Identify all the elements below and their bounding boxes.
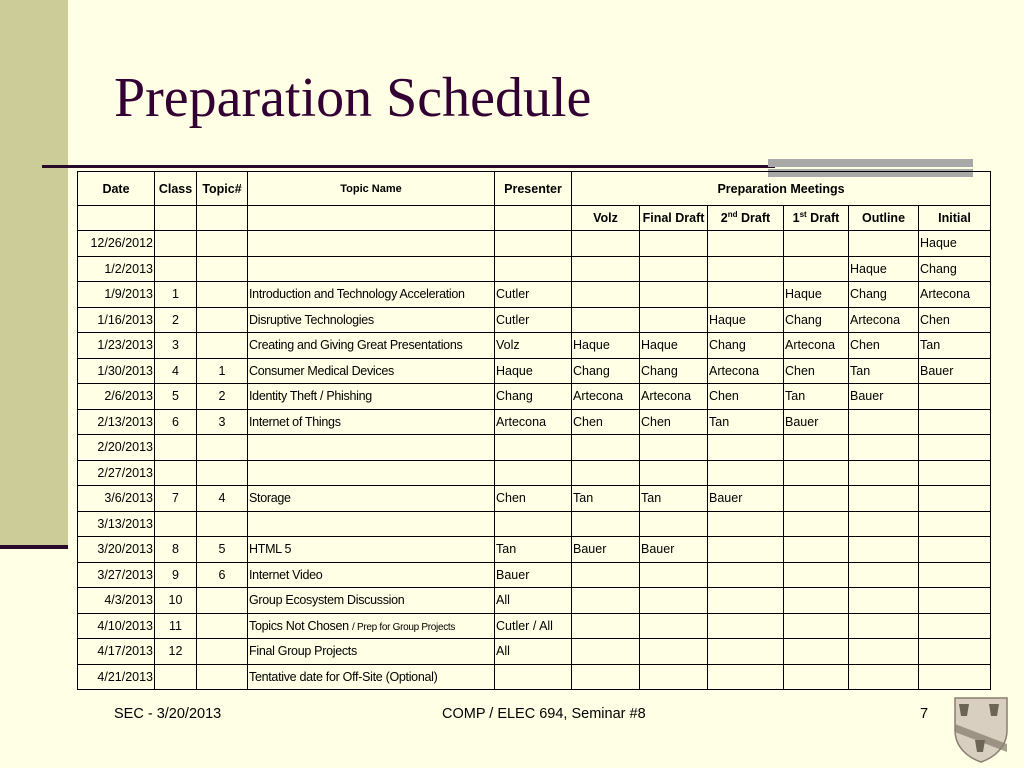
cell-class: [155, 256, 197, 282]
cell-topic-name: Consumer Medical Devices: [248, 358, 495, 384]
cell-topic-num: 6: [197, 562, 248, 588]
cell-initial: [919, 664, 991, 690]
slide-sidebar-band: [0, 0, 68, 545]
cell-presenter: Cutler: [495, 307, 572, 333]
footer-date: SEC - 3/20/2013: [114, 706, 222, 722]
cell-final-draft: [640, 511, 708, 537]
cell-first-draft: [784, 460, 849, 486]
table-subheader-row: [78, 206, 991, 231]
cell-second-draft: [708, 562, 784, 588]
cell-second-draft: [708, 588, 784, 614]
cell-volz: Chang: [572, 358, 640, 384]
cell-class: 5: [155, 384, 197, 410]
cell-date: 2/6/2013: [78, 384, 155, 410]
cell-outline: Tan: [849, 358, 919, 384]
cell-final-draft: Bauer: [640, 537, 708, 563]
header-presenter: Presenter: [495, 172, 572, 206]
table-row: [78, 435, 991, 461]
cell-presenter: [495, 460, 572, 486]
cell-outline: Artecona: [849, 307, 919, 333]
cell-date: 1/30/2013: [78, 358, 155, 384]
cell-class: 4: [155, 358, 197, 384]
cell-first-draft: [784, 639, 849, 665]
cell-second-draft: [708, 613, 784, 639]
cell-final-draft: Chen: [640, 409, 708, 435]
cell-second-draft: [708, 537, 784, 563]
cell-date: 4/10/2013: [78, 613, 155, 639]
cell-final-draft: Haque: [640, 333, 708, 359]
cell-final-draft: [640, 307, 708, 333]
cell-date: 1/16/2013: [78, 307, 155, 333]
cell-second-draft: [708, 282, 784, 308]
cell-topic-name: Internet of Things: [248, 409, 495, 435]
cell-class: [155, 664, 197, 690]
subheader-first-draft: 1st Draft: [784, 206, 849, 231]
cell-topic-num: [197, 256, 248, 282]
cell-final-draft: [640, 435, 708, 461]
cell-outline: [849, 537, 919, 563]
table-row: [78, 511, 991, 537]
cell-volz: Bauer: [572, 537, 640, 563]
cell-second-draft: [708, 231, 784, 257]
cell-second-draft: [708, 460, 784, 486]
cell-first-draft: [784, 486, 849, 512]
cell-presenter: Tan: [495, 537, 572, 563]
cell-outline: Haque: [849, 256, 919, 282]
cell-initial: [919, 588, 991, 614]
subheader-initial: Initial: [919, 206, 991, 231]
cell-topic-name: Introduction and Technology Acceleration: [248, 282, 495, 308]
cell-initial: [919, 511, 991, 537]
cell-class: 3: [155, 333, 197, 359]
cell-topic-name: Tentative date for Off-Site (Optional): [248, 664, 495, 690]
cell-second-draft: [708, 435, 784, 461]
footer-course: COMP / ELEC 694, Seminar #8: [442, 706, 646, 722]
cell-presenter: Chen: [495, 486, 572, 512]
subheader-second-draft: 2nd Draft: [708, 206, 784, 231]
cell-topic-num: [197, 231, 248, 257]
cell-final-draft: Tan: [640, 486, 708, 512]
table-row: [78, 486, 991, 512]
cell-date: 1/9/2013: [78, 282, 155, 308]
cell-class: 1: [155, 282, 197, 308]
subheader-final-draft: Final Draft: [640, 206, 708, 231]
cell-date: 3/20/2013: [78, 537, 155, 563]
cell-date: 3/6/2013: [78, 486, 155, 512]
cell-presenter: All: [495, 588, 572, 614]
cell-outline: [849, 613, 919, 639]
cell-topic-num: [197, 460, 248, 486]
cell-outline: [849, 664, 919, 690]
cell-volz: [572, 435, 640, 461]
cell-date: 2/20/2013: [78, 435, 155, 461]
cell-date: 12/26/2012: [78, 231, 155, 257]
cell-class: [155, 231, 197, 257]
cell-outline: Chang: [849, 282, 919, 308]
table-row: [78, 256, 991, 282]
cell-initial: [919, 537, 991, 563]
cell-outline: [849, 231, 919, 257]
cell-class: [155, 511, 197, 537]
cell-presenter: Haque: [495, 358, 572, 384]
table-row: [78, 231, 991, 257]
cell-second-draft: [708, 256, 784, 282]
cell-first-draft: [784, 537, 849, 563]
cell-presenter: [495, 511, 572, 537]
cell-presenter: [495, 664, 572, 690]
cell-final-draft: [640, 562, 708, 588]
cell-date: 2/27/2013: [78, 460, 155, 486]
table-row: [78, 307, 991, 333]
cell-initial: [919, 435, 991, 461]
cell-class: [155, 460, 197, 486]
cell-topic-name: Storage: [248, 486, 495, 512]
cell-first-draft: [784, 562, 849, 588]
title-rule: [42, 165, 775, 168]
cell-first-draft: Bauer: [784, 409, 849, 435]
title-rule-accent-top: [768, 159, 973, 167]
cell-first-draft: [784, 435, 849, 461]
cell-initial: Haque: [919, 231, 991, 257]
cell-initial: Chen: [919, 307, 991, 333]
cell-date: 1/2/2013: [78, 256, 155, 282]
cell-topic-num: [197, 588, 248, 614]
cell-topic-name: [248, 511, 495, 537]
cell-topic-num: [197, 307, 248, 333]
cell-date: 4/3/2013: [78, 588, 155, 614]
cell-presenter: Bauer: [495, 562, 572, 588]
header-date: Date: [78, 172, 155, 206]
table-row: [78, 613, 991, 639]
cell-volz: [572, 256, 640, 282]
cell-final-draft: Artecona: [640, 384, 708, 410]
cell-final-draft: Chang: [640, 358, 708, 384]
table-row: [78, 409, 991, 435]
cell-final-draft: [640, 282, 708, 308]
cell-class: 10: [155, 588, 197, 614]
cell-second-draft: Bauer: [708, 486, 784, 512]
cell-topic-num: [197, 664, 248, 690]
cell-class: 7: [155, 486, 197, 512]
cell-presenter: [495, 435, 572, 461]
cell-initial: [919, 613, 991, 639]
cell-first-draft: Chen: [784, 358, 849, 384]
cell-outline: [849, 639, 919, 665]
cell-presenter: Artecona: [495, 409, 572, 435]
cell-volz: Artecona: [572, 384, 640, 410]
table-row: [78, 384, 991, 410]
cell-volz: [572, 613, 640, 639]
cell-class: 12: [155, 639, 197, 665]
cell-second-draft: Chen: [708, 384, 784, 410]
cell-initial: Tan: [919, 333, 991, 359]
cell-second-draft: Haque: [708, 307, 784, 333]
cell-presenter: Volz: [495, 333, 572, 359]
cell-first-draft: Artecona: [784, 333, 849, 359]
cell-second-draft: [708, 511, 784, 537]
header-prep-meetings: Preparation Meetings: [572, 172, 991, 206]
cell-topic-num: 3: [197, 409, 248, 435]
cell-first-draft: [784, 664, 849, 690]
cell-outline: [849, 409, 919, 435]
cell-outline: Bauer: [849, 384, 919, 410]
cell-topic-name: HTML 5: [248, 537, 495, 563]
cell-second-draft: Chang: [708, 333, 784, 359]
cell-topic-name: Topics Not Chosen / Prep for Group Projects: [248, 613, 495, 639]
cell-outline: [849, 435, 919, 461]
cell-volz: [572, 639, 640, 665]
cell-presenter: Cutler: [495, 282, 572, 308]
cell-volz: Tan: [572, 486, 640, 512]
cell-second-draft: Tan: [708, 409, 784, 435]
cell-volz: Chen: [572, 409, 640, 435]
cell-initial: Chang: [919, 256, 991, 282]
cell-topic-name: [248, 231, 495, 257]
cell-initial: [919, 486, 991, 512]
cell-volz: [572, 511, 640, 537]
cell-outline: [849, 562, 919, 588]
cell-presenter: [495, 231, 572, 257]
cell-second-draft: [708, 664, 784, 690]
cell-final-draft: [640, 613, 708, 639]
cell-final-draft: [640, 231, 708, 257]
cell-outline: [849, 588, 919, 614]
cell-class: 9: [155, 562, 197, 588]
table-row: [78, 358, 991, 384]
cell-topic-name: Group Ecosystem Discussion: [248, 588, 495, 614]
cell-topic-name: Internet Video: [248, 562, 495, 588]
cell-initial: [919, 460, 991, 486]
cell-topic-num: [197, 613, 248, 639]
cell-outline: [849, 511, 919, 537]
sidebar-divider: [0, 545, 68, 549]
cell-presenter: Cutler / All: [495, 613, 572, 639]
cell-topic-num: [197, 333, 248, 359]
cell-presenter: All: [495, 639, 572, 665]
cell-second-draft: [708, 639, 784, 665]
cell-topic-num: [197, 511, 248, 537]
cell-topic-name: [248, 460, 495, 486]
cell-class: 2: [155, 307, 197, 333]
cell-presenter: [495, 256, 572, 282]
cell-topic-num: [197, 435, 248, 461]
cell-initial: Bauer: [919, 358, 991, 384]
cell-class: 8: [155, 537, 197, 563]
cell-first-draft: Haque: [784, 282, 849, 308]
cell-volz: [572, 231, 640, 257]
cell-presenter: Chang: [495, 384, 572, 410]
cell-outline: [849, 486, 919, 512]
table-header-row: [78, 172, 991, 206]
cell-initial: [919, 409, 991, 435]
cell-volz: [572, 460, 640, 486]
cell-initial: Artecona: [919, 282, 991, 308]
cell-topic-name: Creating and Giving Great Presentations: [248, 333, 495, 359]
subheader-volz: Volz: [572, 206, 640, 231]
cell-first-draft: [784, 231, 849, 257]
table-row: [78, 664, 991, 690]
cell-initial: [919, 384, 991, 410]
cell-volz: [572, 562, 640, 588]
cell-class: [155, 435, 197, 461]
footer-page-number: 7: [920, 706, 929, 722]
table-row: [78, 537, 991, 563]
cell-topic-num: 2: [197, 384, 248, 410]
cell-topic-num: [197, 639, 248, 665]
table-row: [78, 282, 991, 308]
header-topic-name: Topic Name: [248, 172, 495, 206]
cell-topic-num: 1: [197, 358, 248, 384]
cell-date: 1/23/2013: [78, 333, 155, 359]
cell-first-draft: [784, 256, 849, 282]
cell-first-draft: [784, 613, 849, 639]
cell-date: 4/21/2013: [78, 664, 155, 690]
cell-final-draft: [640, 256, 708, 282]
cell-date: 2/13/2013: [78, 409, 155, 435]
header-class: Class: [155, 172, 197, 206]
cell-volz: [572, 282, 640, 308]
cell-outline: [849, 460, 919, 486]
cell-final-draft: [640, 460, 708, 486]
cell-topic-name: Disruptive Technologies: [248, 307, 495, 333]
cell-first-draft: Tan: [784, 384, 849, 410]
cell-volz: Haque: [572, 333, 640, 359]
cell-date: 4/17/2013: [78, 639, 155, 665]
cell-first-draft: [784, 588, 849, 614]
cell-topic-num: 5: [197, 537, 248, 563]
header-topic-num: Topic#: [197, 172, 248, 206]
table-row: [78, 333, 991, 359]
subheader-outline: Outline: [849, 206, 919, 231]
cell-date: 3/13/2013: [78, 511, 155, 537]
cell-topic-name: [248, 435, 495, 461]
cell-outline: Chen: [849, 333, 919, 359]
cell-topic-num: 4: [197, 486, 248, 512]
table-row: [78, 460, 991, 486]
shield-logo-icon: [951, 694, 1011, 764]
cell-initial: [919, 639, 991, 665]
cell-topic-name: [248, 256, 495, 282]
cell-date: 3/27/2013: [78, 562, 155, 588]
cell-topic-name: Final Group Projects: [248, 639, 495, 665]
cell-final-draft: [640, 639, 708, 665]
cell-topic-name: Identity Theft / Phishing: [248, 384, 495, 410]
table-row: [78, 639, 991, 665]
slide-title: Preparation Schedule: [114, 67, 592, 129]
cell-initial: [919, 562, 991, 588]
schedule-table: [77, 171, 991, 690]
cell-topic-num: [197, 282, 248, 308]
cell-volz: [572, 664, 640, 690]
table-row: [78, 562, 991, 588]
cell-first-draft: Chang: [784, 307, 849, 333]
cell-volz: [572, 588, 640, 614]
table-row: [78, 588, 991, 614]
cell-final-draft: [640, 664, 708, 690]
cell-class: 6: [155, 409, 197, 435]
cell-final-draft: [640, 588, 708, 614]
cell-class: 11: [155, 613, 197, 639]
cell-second-draft: Artecona: [708, 358, 784, 384]
cell-volz: [572, 307, 640, 333]
cell-first-draft: [784, 511, 849, 537]
